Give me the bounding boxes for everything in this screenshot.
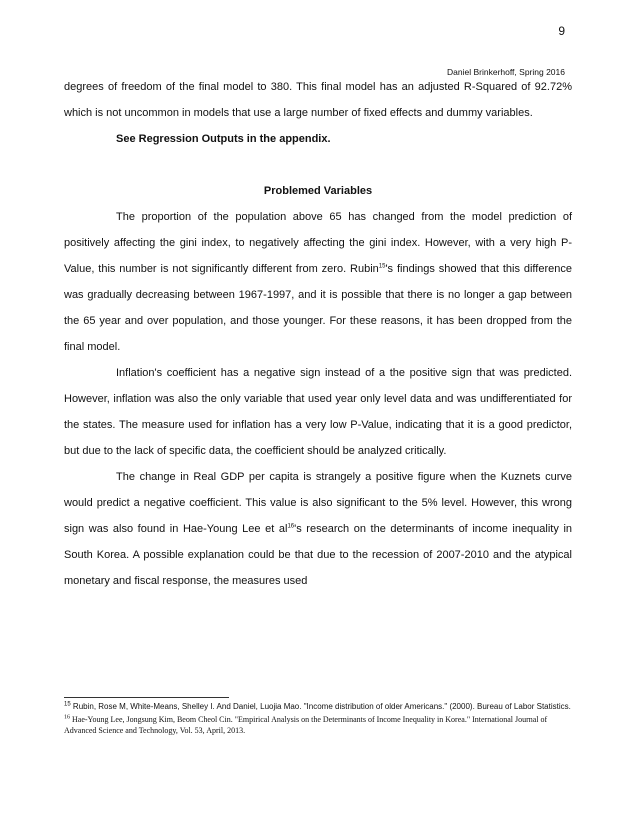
footnotes [64,701,572,738]
footnote-15 [64,701,572,712]
footnote-16 [64,714,572,736]
footnote-ref-16: 16 [287,523,295,530]
paragraph-inflation: Inflation's coefficient has a negative sign instead of a the positive sign that was predicted. However, inflation was also the only variable that used year only level data and was undifferentiated for the states. The measure used for inflation has a very low P-Value, indicating that it is a good predictor, but due to the lack of specific data, the coefficient should be analyzed critically. [64,367,572,457]
body-text [64,74,572,594]
footnote-text: Rubin, Rose M, White-Means, Shelley I. And Daniel, Luojia Mao. "Income distribution of older Americans." (2000). Bureau of Labor Statistics. [72,702,571,711]
paragraph-model-fit: degrees of freedom of the final model to 380. This final model has an adjusted R-Squared of 92.72% which is not uncommon in models that use a large number of fixed effects and dummy variables. [64,81,572,119]
paragraph-population-65 [64,204,572,360]
footnote-ref-15: 15 [378,263,386,270]
footnote-mark: 16 [64,714,70,721]
footnote-mark: 15 [64,701,71,708]
footnote-text: Hae-Young Lee, Jongsung Kim, Beom Cheol Cin. "Empirical Analysis on the Determinants of Income Inequality in Korea." International Journal of Advanced Science and Technology, Vol. 53, April, 2013. [64,715,548,735]
footnote-separator [64,697,229,698]
running-head: Daniel Brinkerhoff, Spring 2016 [447,67,565,77]
section-heading: Problemed Variables [263,185,373,197]
see-regression-outputs: See Regression Outputs in the appendix. [116,133,331,145]
paragraph-text: 's research on the determinants of income inequality in South Korea. A possible explanation could be that due to the recession of 2007-2010 and the atypical monetary and fiscal response, the measures used [64,523,572,587]
page-number: 9 [558,24,565,38]
paragraph-real-gdp [64,464,572,594]
paragraph-text: The change in Real GDP per capita is strangely a positive figure when the Kuznets curve would predict a negative coefficient. This value is also significant to the 5% level. However, this wrong sign was also found in Hae-Young Lee et al [64,471,572,535]
paragraph-text: The proportion of the population above 65 has changed from the model prediction of positively affecting the gini index, to negatively affecting the gini index. However, with a very high P-Value, this number is not significantly different from zero. Rubin [64,211,572,275]
paragraph-text: 's findings showed that this difference was gradually decreasing between 1967-1997, and it is possible that there is no longer a gap between the 65 year and over population, and those younger. For these reasons, it has been dropped from the final model. [64,263,572,353]
